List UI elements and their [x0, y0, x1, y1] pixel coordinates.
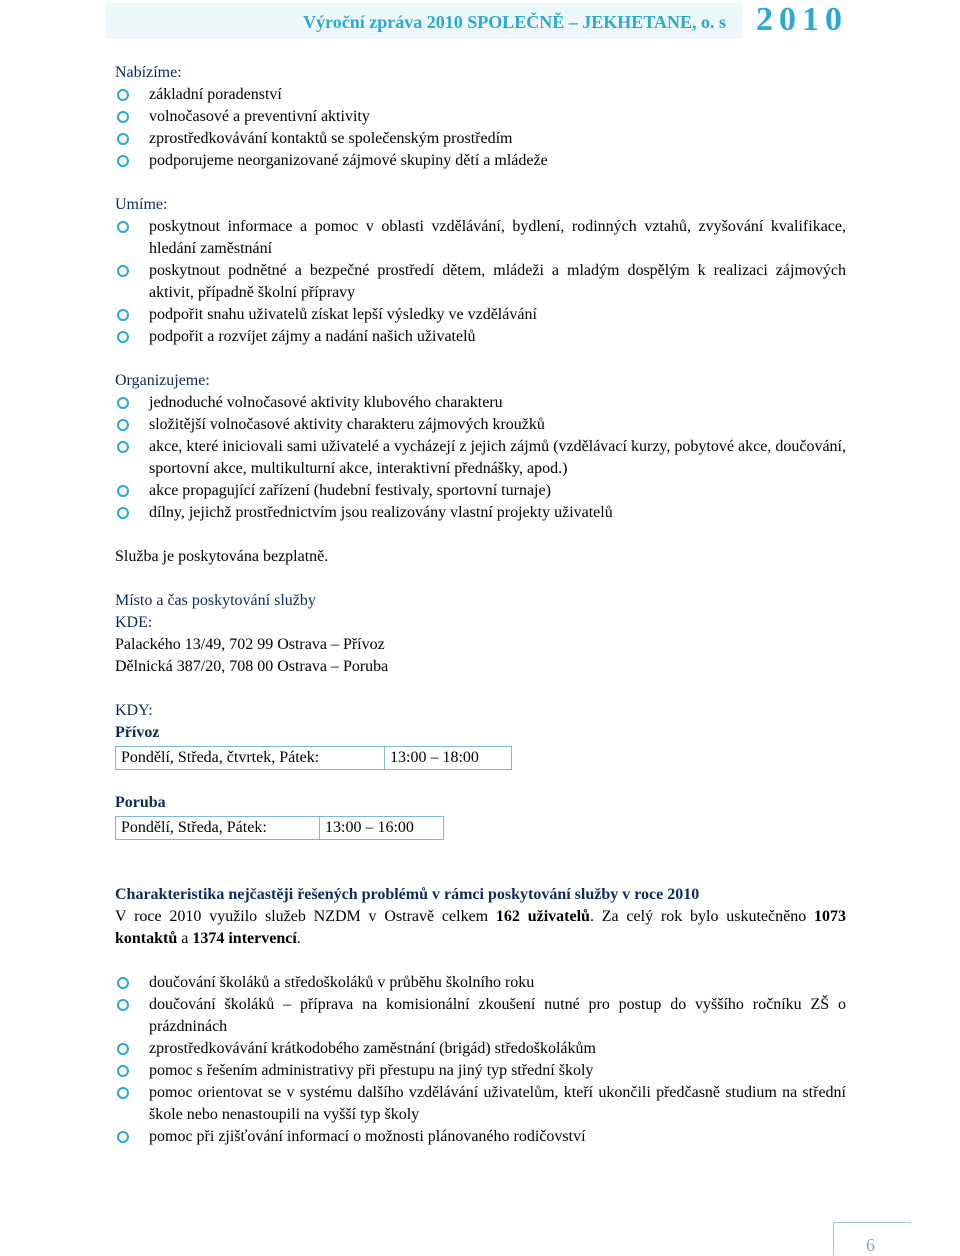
list-item: podpořit snahu uživatelů získat lepší výsledky ve vzdělávání — [115, 304, 846, 326]
organizujeme-list — [115, 392, 846, 524]
problems-list — [115, 972, 846, 1148]
nabizime-list — [115, 84, 846, 172]
days-cell: Pondělí, Středa, Pátek: — [121, 819, 267, 836]
free-service-note: Služba je poskytována bezplatně. — [115, 548, 329, 565]
list-item: zprostředkovávání kontaktů se společenským prostředím — [115, 128, 846, 150]
bullet-icon — [117, 441, 129, 453]
section-heading-nabizime: Nabízíme: — [115, 64, 182, 81]
bullet-icon — [117, 419, 129, 431]
hours-cell: 13:00 – 18:00 — [384, 747, 511, 769]
bullet-icon — [117, 977, 129, 989]
bullet-icon — [117, 331, 129, 343]
bullet-icon — [117, 265, 129, 277]
list-item: základní poradenství — [115, 84, 846, 106]
list-item: doučování školáků – příprava na komisionální zkoušení nutné pro postup do vyššího ročníku ZŠ o prázdninách — [115, 994, 846, 1038]
bullet-icon — [117, 111, 129, 123]
bullet-icon — [117, 1065, 129, 1077]
location-name-privoz: Přívoz — [115, 724, 160, 741]
bullet-icon — [117, 485, 129, 497]
page-number: 6 — [866, 1235, 875, 1255]
bullet-icon — [117, 89, 129, 101]
bullet-icon — [117, 1043, 129, 1055]
bullet-icon — [117, 507, 129, 519]
list-item: pomoc při zjišťování informací o možnosti plánovaného rodičovství — [115, 1126, 846, 1148]
hours-table-privoz — [115, 746, 512, 770]
list-item: poskytnout podnětné a bezpečné prostředí dětem, mládeži a mladým dospělým k realizaci zájmových aktivit, případně školní přípravy — [115, 260, 846, 304]
bullet-icon — [117, 133, 129, 145]
days-cell: Pondělí, Středa, čtvrtek, Pátek: — [121, 749, 320, 766]
list-item: poskytnout informace a pomoc v oblasti vzdělávání, bydlení, rodinných vztahů, zvyšování kvalifikace, hledání zaměstnání — [115, 216, 846, 260]
intervention-count: 1374 intervencí — [192, 930, 297, 947]
hours-cell: 13:00 – 16:00 — [319, 817, 443, 839]
list-item: podpořit a rozvíjet zájmy a nadání našich uživatelů — [115, 326, 846, 348]
list-item: složitější volnočasové aktivity charakteru zájmových kroužků — [115, 414, 846, 436]
bullet-icon — [117, 221, 129, 233]
summary-paragraph: V roce 2010 využilo služeb NZDM v Ostravě celkem 162 uživatelů. Za celý rok bylo uskutečněno 1073 kontaktů a 1374 intervencí. — [115, 908, 847, 947]
section-heading-charakteristika: Charakteristika nejčastěji řešených problémů v rámci poskytování služby v roce 2010 — [115, 886, 700, 903]
list-item: volnočasové a preventivní aktivity — [115, 106, 846, 128]
user-count: 162 uživatelů — [495, 908, 590, 925]
bullet-icon — [117, 397, 129, 409]
report-title: Výroční zpráva 2010 SPOLEČNĚ – JEKHETANE, o. s — [303, 12, 726, 32]
list-item: akce, které iniciovali sami uživatelé a vycházejí z jejich zájmů (vzdělávací kurzy, pobytové akce, doučování, sportovní akce, multikulturní akce, interaktivní přednášky, apod.) — [115, 436, 846, 480]
list-item: podporujeme neorganizované zájmové skupiny dětí a mládeže — [115, 150, 846, 172]
bullet-icon — [117, 155, 129, 167]
hours-table-poruba — [115, 816, 444, 840]
bullet-icon — [117, 1087, 129, 1099]
page-content — [115, 62, 846, 1148]
location-name-poruba: Poruba — [115, 794, 166, 811]
header-banner — [106, 3, 742, 39]
list-item: zprostředkovávání krátkodobého zaměstnání (brigád) středoškolákům — [115, 1038, 846, 1060]
bullet-icon — [117, 1131, 129, 1143]
report-year: 2010 — [756, 1, 848, 38]
section-heading-umime: Umíme: — [115, 196, 168, 213]
contact-count: 1073 kontaktů — [115, 908, 847, 947]
section-heading-organizujeme: Organizujeme: — [115, 372, 210, 389]
kde-label: KDE: — [115, 614, 153, 631]
list-item: pomoc s řešením administrativy při přestupu na jiný typ střední školy — [115, 1060, 846, 1082]
kdy-label: KDY: — [115, 702, 153, 719]
list-item: akce propagující zařízení (hudební festivaly, sportovní turnaje) — [115, 480, 846, 502]
bullet-icon — [117, 309, 129, 321]
list-item: dílny, jejichž prostřednictvím jsou realizovány vlastní projekty uživatelů — [115, 502, 846, 524]
address-poruba: Dělnická 387/20, 708 00 Ostrava – Poruba — [115, 658, 389, 675]
umime-list — [115, 216, 846, 348]
list-item: doučování školáků a středoškoláků v průběhu školního roku — [115, 972, 846, 994]
address-privoz: Palackého 13/49, 702 99 Ostrava – Přívoz — [115, 636, 385, 653]
list-item: jednoduché volnočasové aktivity klubového charakteru — [115, 392, 846, 414]
bullet-icon — [117, 999, 129, 1011]
list-item: pomoc orientovat se v systému dalšího vzdělávání uživatelům, kteří ukončili předčasně studium na střední škole nebo nenastoupili na vyšší typ školy — [115, 1082, 846, 1126]
section-heading-misto: Místo a čas poskytování služby — [115, 592, 316, 609]
